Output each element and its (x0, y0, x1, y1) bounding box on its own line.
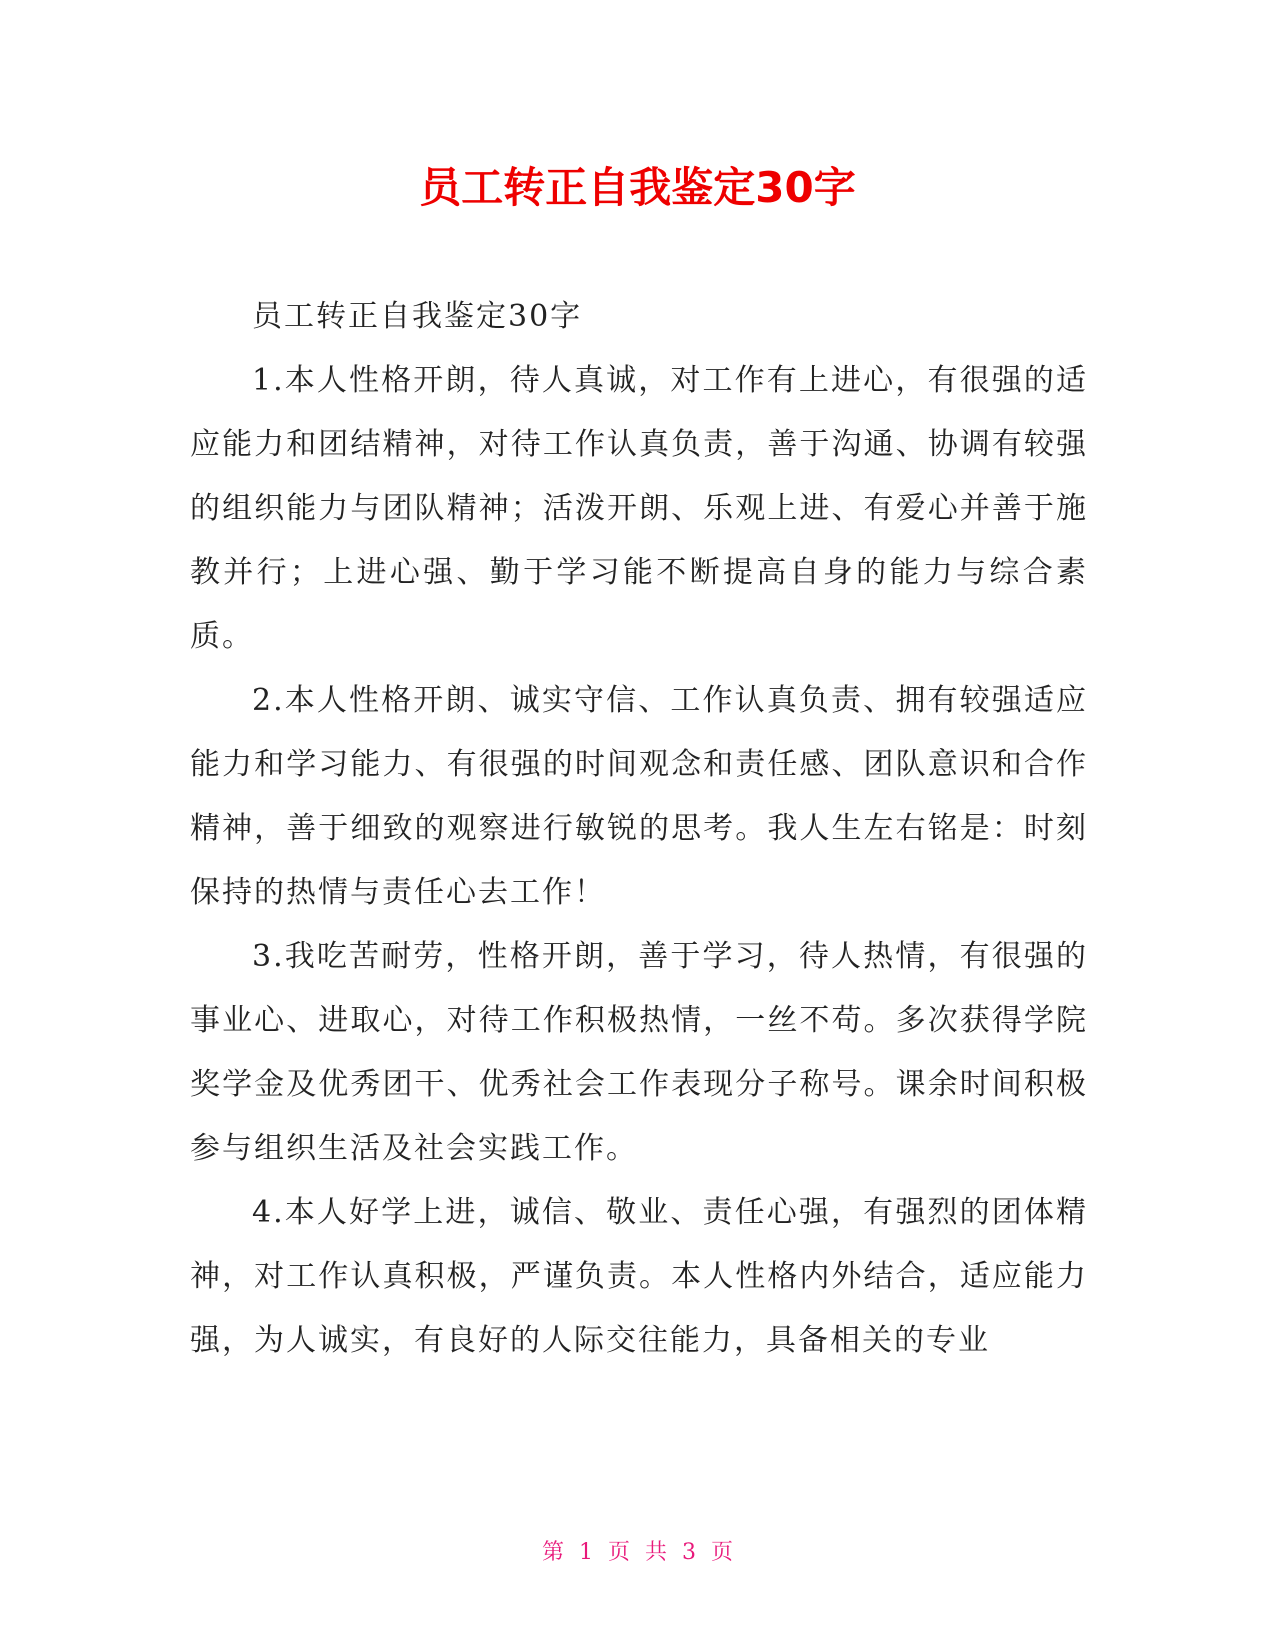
paragraph-4: 4.本人好学上进，诚信、敬业、责任心强，有强烈的团体精神，对工作认真积极，严谨负责。本人性格内外结合，适应能力强，为人诚实，有良好的人际交往能力，具备相关的专业 (190, 1195, 1088, 1358)
paragraph-1: 1.本人性格开朗，待人真诚，对工作有上进心，有很强的适应能力和团结精神，对待工作认真负责，善于沟通、协调有较强的组织能力与团队精神；活泼开朗、乐观上进、有爱心并善于施教并行；上进心强、勤于学习能不断提高自身的能力与综合素质。 (190, 363, 1088, 654)
body-heading: 员工转正自我鉴定30字 (252, 299, 583, 334)
paragraph-3: 3.我吃苦耐劳，性格开朗，善于学习，待人热情，有很强的事业心、进取心，对待工作积极热情，一丝不苟。多次获得学院奖学金及优秀团干、优秀社会工作表现分子称号。课余时间积极参与组织生活及社会实践工作。 (190, 939, 1088, 1166)
paragraph-2: 2.本人性格开朗、诚实守信、工作认真负责、拥有较强适应能力和学习能力、有很强的时间观念和责任感、团队意识和合作精神，善于细致的观察进行敏锐的思考。我人生左右铭是：时刻保持的热情与责任心去工作！ (190, 683, 1088, 910)
page-number-footer: 第 1 页 共 3 页 (542, 1540, 733, 1565)
document-body (190, 285, 1088, 1373)
document-title: 员工转正自我鉴定30字 (419, 163, 856, 212)
